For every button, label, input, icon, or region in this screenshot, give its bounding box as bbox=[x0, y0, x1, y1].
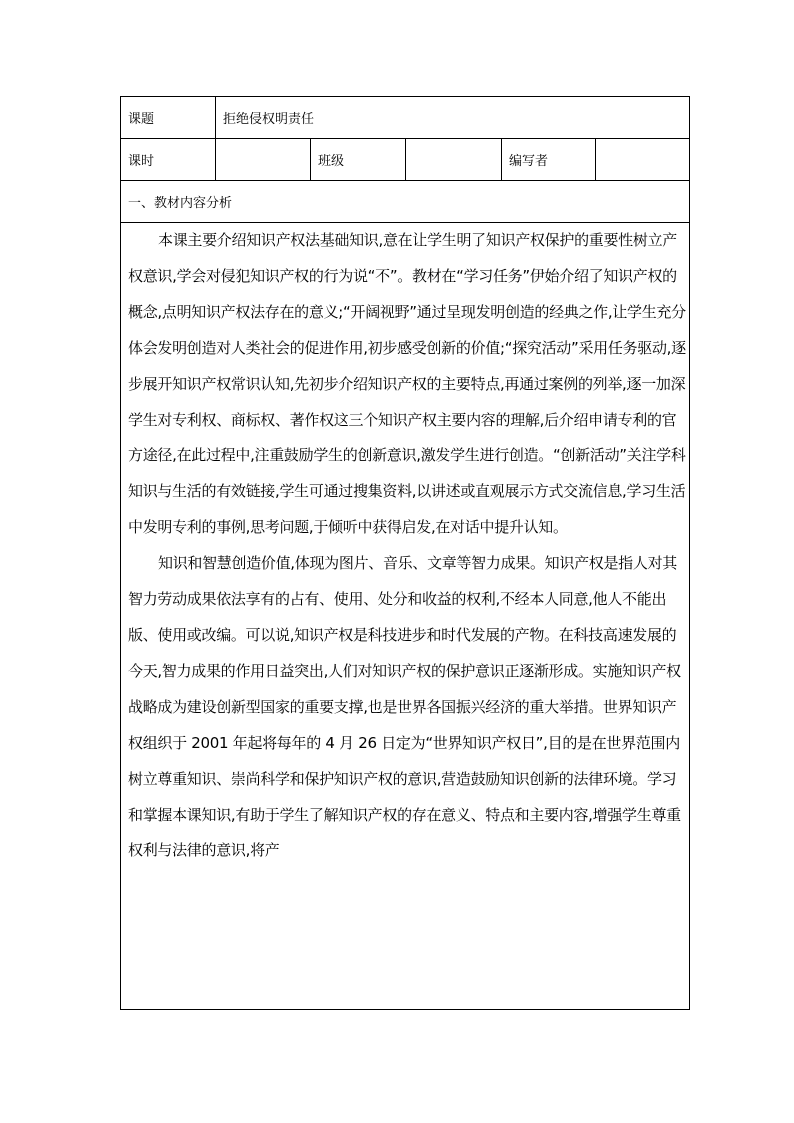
section-row bbox=[121, 181, 690, 223]
content-row bbox=[121, 223, 690, 1010]
lesson-plan-table bbox=[120, 96, 690, 1010]
author-value bbox=[596, 139, 690, 181]
topic-label: 课题 bbox=[121, 97, 216, 139]
topic-value: 拒绝侵权明责任 bbox=[216, 97, 690, 139]
meta-row bbox=[121, 139, 690, 181]
paragraph-1: 本课主要介绍知识产权法基础知识,意在让学生明了知识产权保护的重要性树立产权意识,学会对侵犯知识产权的行为说“不”。教材在“学习任务”伊始介绍了知识产权的概念,点明知识产权法存在的意义;“开阔视野”通过呈现发明创造的经典之作,让学生充分体会发明创造对人类社会的促进作用,初步感受创新的价值;“探究活动”采用任务驱动,逐步展开知识产权常识认知,先初步介绍知识产权的主要特点,再通过案例的列举,逐一加深学生对专利权、商标权、著作权这三个知识产权主要内容的理解,后介绍申请专利的官方途径,在此过程中,注重鼓励学生的创新意识,激发学生进行创造。“创新活动”关注学科知识与生活的有效链接,学生可通过搜集资料,以讲述或直观展示方式交流信息,学习生活中发明专利的事例,思考问题,于倾听中获得启发,在对话中提升认知。 bbox=[128, 231, 686, 537]
content-body bbox=[128, 223, 689, 1009]
content-cell bbox=[121, 223, 690, 1010]
class-label: 班级 bbox=[311, 139, 406, 181]
topic-row bbox=[121, 97, 690, 139]
period-value bbox=[216, 139, 311, 181]
period-label: 课时 bbox=[121, 139, 216, 181]
class-value bbox=[406, 139, 502, 181]
paragraph-2: 知识和智慧创造价值,体现为图片、音乐、文章等智力成果。知识产权是指人对其智力劳动成果依法享有的占有、使用、处分和收益的权利,不经本人同意,他人不能出版、使用或改编。可以说,知识产权是科技进步和时代发展的产物。在科技高速发展的今天,智力成果的作用日益突出,人们对知识产权的保护意识正逐渐形成。实施知识产权战略成为建设创新型国家的重要支撑,也是世界各国振兴经济的重大举措。世界知识产权组织于 2001 年起将每年的 4 月 26 日定为“世界知识产权日”,目的是在世界范围内树立尊重知识、崇尚科学和保护知识产权的意识,营造鼓励知识创新的法律环境。学习和掌握本课知识,有助于学生了解知识产权的存在意义、特点和主要内容,增强学生尊重权利与法律的意识,将产 bbox=[128, 554, 681, 860]
section-heading: 一、教材内容分析 bbox=[121, 181, 690, 223]
author-label: 编写者 bbox=[502, 139, 596, 181]
